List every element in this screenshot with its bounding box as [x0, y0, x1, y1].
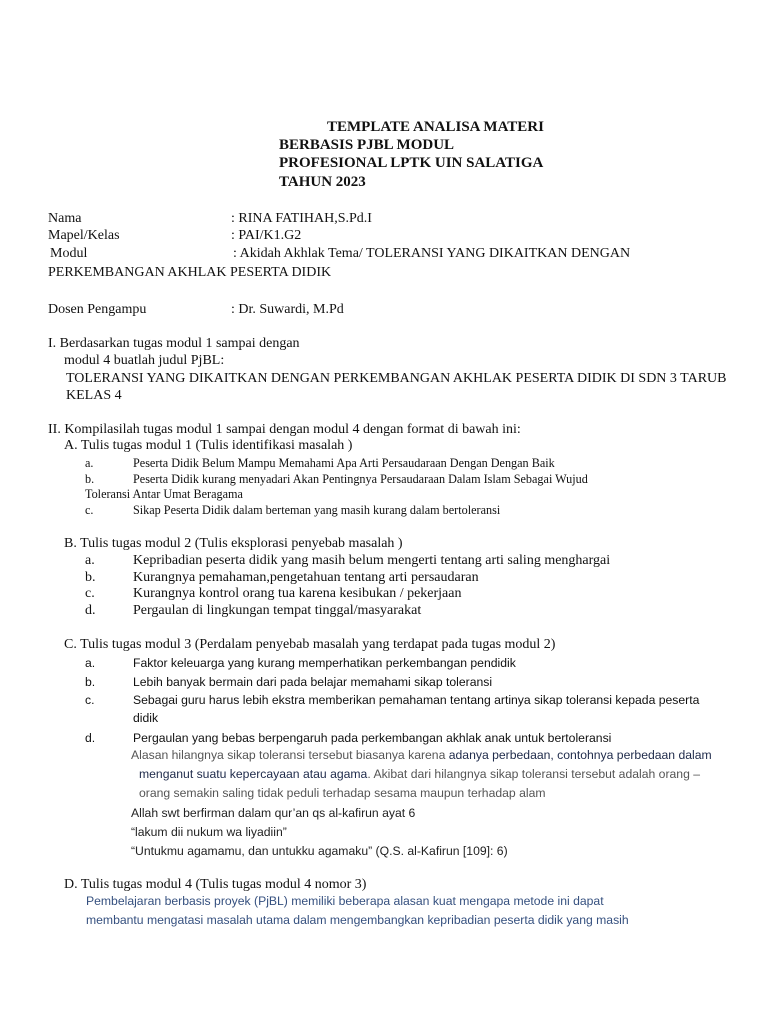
explanation-text: . Akibat dari hilangnya sikap toleransi tersebut adalah orang – [367, 767, 701, 781]
list-item-continuation: didik [133, 711, 159, 725]
nama-label: Nama [48, 211, 82, 226]
list-item: Peserta Didik kurang menyadari Akan Pentingnya Persaudaraan Dalam Islam Sebagai Wujud [133, 472, 588, 486]
section-1-line-2: modul 4 buatlah judul PjBL: [64, 353, 225, 368]
list-marker: c. [85, 586, 95, 601]
list-item: Lebih banyak bermain dari pada belajar memahami sikap toleransi [133, 675, 493, 689]
subsection-c-heading: C. Tulis tugas modul 3 (Perdalam penyebab masalah yang terdapat pada tugas modul 2) [64, 637, 556, 652]
list-marker: b. [85, 570, 96, 585]
pjbl-title-line-1: TOLERANSI YANG DIKAITKAN DENGAN PERKEMBANGAN AKHLAK PESERTA DIDIK DI SDN 3 TARUB [66, 371, 727, 386]
quran-citation: Allah swt berfirman dalam qur’an qs al-kafirun ayat 6 [131, 806, 416, 820]
section-1-line-1: I. Berdasarkan tugas modul 1 sampai dengan [48, 336, 300, 351]
explanation-line-3: orang semakin saling tidak peduli terhadap sesama maupun terhadap alam [139, 786, 546, 800]
explanation-line-2 [139, 767, 700, 781]
pjbl-paragraph-line-2: membantu mengatasi masalah utama dalam mengembangkan kepribadian peserta didik yang masih [86, 913, 629, 927]
list-item-continuation: Toleransi Antar Umat Beragama [85, 487, 243, 501]
explanation-emphasis: menganut suatu kepercayaan atau agama [139, 767, 368, 781]
pjbl-paragraph-line-1: Pembelajaran berbasis proyek (PjBL) memiliki beberapa alasan kuat mengapa metode ini dapat [86, 894, 604, 908]
dosen-label: Dosen Pengampu [48, 302, 147, 317]
title-line-2: BERBASIS PJBL MODUL [279, 137, 455, 153]
list-item: Pergaulan di lingkungan tempat tinggal/masyarakat [133, 603, 422, 618]
explanation-line-1 [131, 748, 712, 762]
list-marker: a. [85, 553, 95, 568]
explanation-text: Alasan hilangnya sikap toleransi tersebut biasanya karena [131, 748, 449, 762]
list-item: Sikap Peserta Didik dalam berteman yang masih kurang dalam bertoleransi [133, 503, 501, 517]
section-2-heading: II. Kompilasilah tugas modul 1 sampai dengan modul 4 dengan format di bawah ini: [48, 422, 521, 437]
list-marker: d. [85, 731, 96, 745]
list-marker: a. [85, 656, 96, 670]
nama-value: : RINA FATIHAH,S.Pd.I [231, 211, 372, 226]
subsection-a-heading: A. Tulis tugas modul 1 (Tulis identifikasi masalah ) [64, 438, 353, 453]
list-item: Sebagai guru harus lebih ekstra memberikan pemahaman tentang artinya sikap toleransi kepada peserta [133, 693, 700, 707]
subsection-d-heading: D. Tulis tugas modul 4 (Tulis tugas modul 4 nomor 3) [64, 877, 367, 892]
list-item: Kurangnya pemahaman,pengetahuan tentang arti persaudaran [133, 570, 479, 585]
list-item: Pergaulan yang bebas berpengaruh pada perkembangan akhlak anak untuk bertoleransi [133, 731, 612, 745]
modul-continuation: PERKEMBANGAN AKHLAK PESERTA DIDIK [48, 265, 332, 280]
pjbl-title-line-2: KELAS 4 [66, 388, 122, 403]
modul-label: Modul [50, 246, 88, 261]
quran-verse-arabic: “lakum dii nukum wa liyadiin” [131, 825, 287, 839]
list-marker: c. [85, 503, 94, 517]
explanation-emphasis: adanya perbedaan, contohnya perbedaan dalam [448, 748, 712, 762]
modul-value: : Akidah Akhlak Tema/ TOLERANSI YANG DIKAITKAN DENGAN [233, 246, 631, 261]
dosen-value: : Dr. Suwardi, M.Pd [231, 302, 344, 317]
title-line-1: TEMPLATE ANALISA MATERI [327, 119, 544, 135]
title-line-4: TAHUN 2023 [279, 174, 366, 190]
mapel-value: : PAI/K1.G2 [231, 228, 302, 243]
list-marker: d. [85, 603, 96, 618]
list-marker: b. [85, 472, 95, 486]
list-item: Faktor keleuarga yang kurang memperhatikan perkembangan pendidik [133, 656, 516, 670]
list-item: Peserta Didik Belum Mampu Memahami Apa Arti Persaudaraan Dengan Dengan Baik [133, 456, 555, 470]
list-item: Kepribadian peserta didik yang masih belum mengerti tentang arti saling menghargai [133, 553, 611, 568]
quran-verse-translation: “Untukmu agamamu, dan untukku agamaku” (Q.S. al-Kafirun [109]: 6) [131, 844, 508, 858]
list-marker: b. [85, 675, 96, 689]
mapel-label: Mapel/Kelas [48, 228, 120, 243]
list-marker: c. [85, 693, 95, 707]
list-item: Kurangnya kontrol orang tua karena kesibukan / pekerjaan [133, 586, 462, 601]
list-marker: a. [85, 456, 94, 470]
title-line-3: PROFESIONAL LPTK UIN SALATIGA [279, 155, 544, 171]
subsection-b-heading: B. Tulis tugas modul 2 (Tulis eksplorasi penyebab masalah ) [64, 536, 403, 551]
